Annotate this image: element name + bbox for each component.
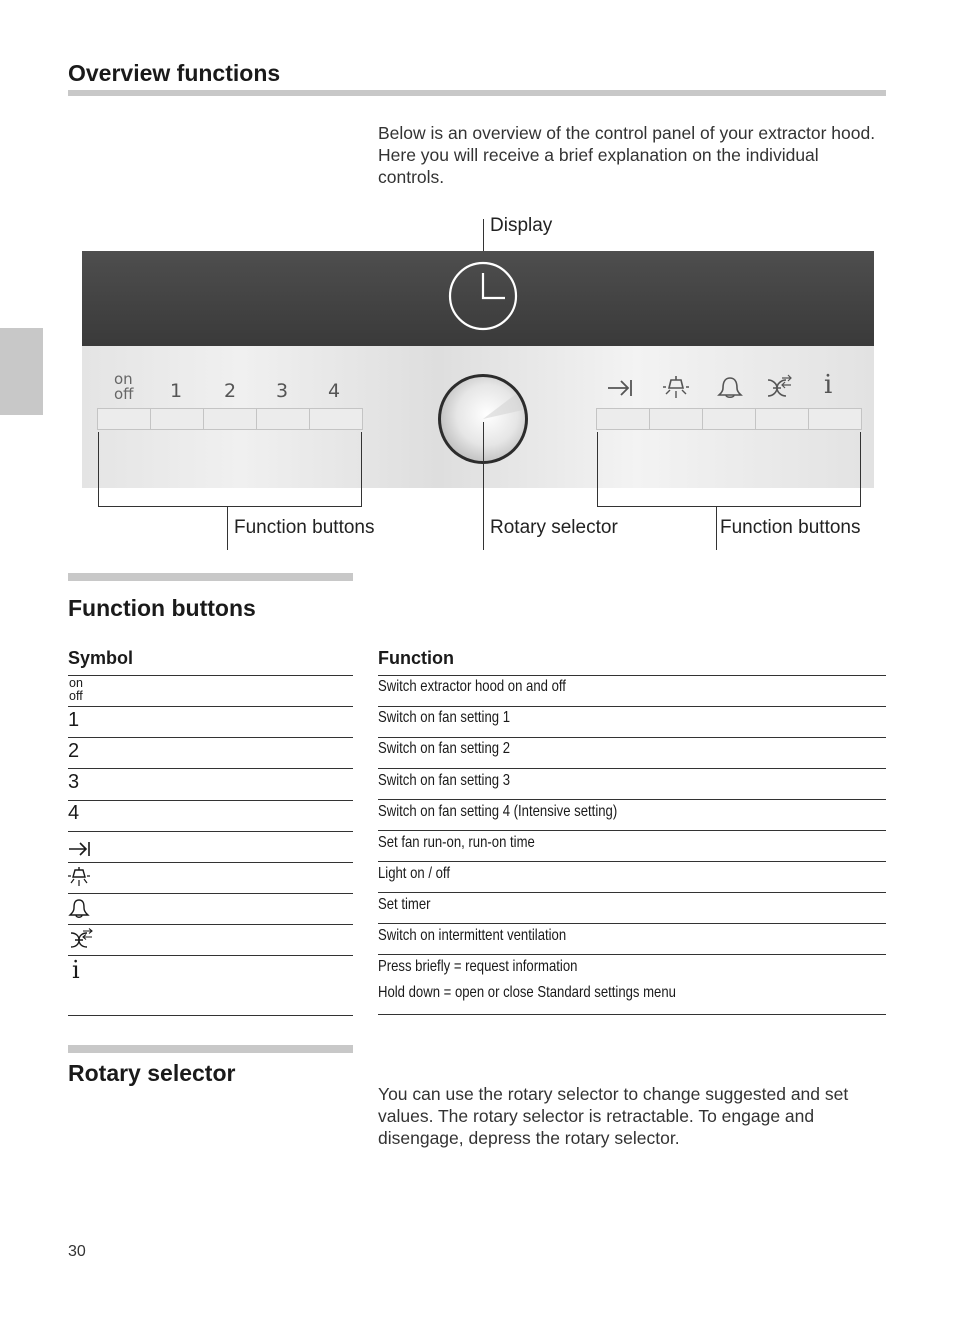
function-buttons-right-label: Function buttons	[720, 517, 861, 538]
row-line	[68, 768, 353, 769]
page-number: 30	[68, 1243, 86, 1260]
row-line	[378, 737, 886, 738]
function-buttons-left-label: Function buttons	[234, 517, 375, 538]
function-row-6: Light on / off	[378, 865, 450, 882]
section-rule-rotary	[68, 1045, 353, 1053]
off-text: off	[69, 688, 83, 703]
row-line	[378, 706, 886, 707]
symbol-4: 4	[68, 802, 80, 824]
fan-run-on-icon	[68, 840, 92, 858]
row-line	[378, 892, 886, 893]
panel-label-4: 4	[327, 380, 341, 402]
row-line	[68, 955, 353, 956]
row-line	[378, 799, 886, 800]
symbol-2: 2	[68, 740, 80, 762]
row-line	[68, 737, 353, 738]
function-row-9b: Hold down = open or close Standard settings menu	[378, 984, 676, 1001]
intro-text: Below is an overview of the control panel of your extractor hood. Here you will receive a brief explanation on the individual controls.	[378, 123, 876, 187]
function-row-7: Set timer	[378, 896, 431, 913]
panel-label-1: 1	[169, 380, 183, 402]
rotary-selector-title: Rotary selector	[68, 1060, 236, 1086]
function-row-1: Switch on fan setting 1	[378, 709, 511, 726]
function-row-9: Press briefly = request information	[378, 958, 578, 975]
timer-bell-icon	[68, 898, 90, 920]
info-icon: i	[824, 370, 833, 400]
row-line	[378, 923, 886, 924]
function-row-4: Switch on fan setting 4 (Intensive setting)	[378, 803, 618, 820]
row-line	[68, 893, 353, 894]
row-line	[378, 954, 886, 955]
function-row-3: Switch on fan setting 3	[378, 772, 511, 789]
intermittent-fan-icon	[68, 928, 94, 952]
off-label: off	[114, 385, 134, 403]
row-line	[378, 861, 886, 862]
panel-label-3: 3	[275, 380, 289, 402]
panel-label-2: 2	[223, 380, 237, 402]
row-line	[378, 1014, 886, 1015]
function-row-2: Switch on fan setting 2	[378, 740, 511, 757]
light-icon	[68, 866, 90, 890]
col-symbol-header: Symbol	[68, 648, 134, 668]
page-title: Overview functions	[68, 60, 281, 86]
function-row-0: Switch extractor hood on and off	[378, 678, 566, 695]
row-line	[68, 862, 353, 863]
onoff-symbol	[69, 677, 83, 702]
symbol-1: 1	[68, 709, 80, 731]
row-line	[378, 768, 886, 769]
row-line	[378, 675, 886, 676]
symbol-3: 3	[68, 771, 80, 793]
row-line	[68, 675, 353, 676]
col-function-header: Function	[378, 648, 454, 668]
display-label: Display	[490, 215, 553, 236]
row-line	[68, 706, 353, 707]
row-line	[378, 830, 886, 831]
function-buttons-title: Function buttons	[68, 595, 256, 621]
row-line	[68, 831, 353, 832]
row-line	[68, 924, 353, 925]
rotary-selector-label: Rotary selector	[490, 517, 618, 538]
row-line	[68, 1015, 353, 1016]
info-icon: i	[72, 956, 80, 984]
on-label: on	[114, 370, 133, 388]
row-line	[68, 800, 353, 801]
on-text: on	[69, 676, 83, 690]
function-row-5: Set fan run-on, run-on time	[378, 834, 535, 851]
rotary-selector-text: You can use the rotary selector to change suggested and set values. The rotary selector is retractable. To engage and disengage, depress the rotary selector.	[378, 1084, 849, 1148]
function-row-8: Switch on intermittent ventilation	[378, 927, 567, 944]
